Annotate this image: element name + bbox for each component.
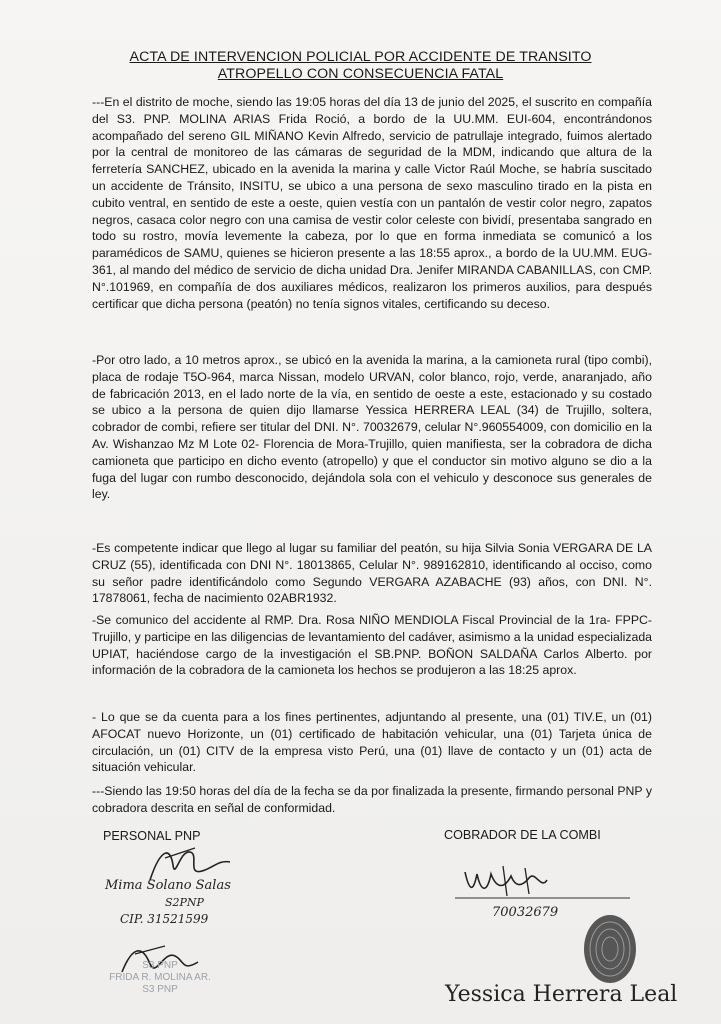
fingerprint: [580, 912, 640, 986]
pnp-handwritten-cip: CIP. 31521599: [120, 912, 209, 926]
cobrador-signature-scribble: [455, 860, 655, 910]
paragraph-4: -Se comunico del accidente al RMP. Dra. Rosa NIÑO MENDIOLA Fiscal Provincial de la 1ra- FPPC-Trujillo, y participe en las diligencias de levantamiento del cadáver, asimismo a la unidad especializada UPIAT, haciéndose cargo de la investigación el SB.PNP. BOÑON SALDAÑA Carlos Alberto. por información de la cobradora de la camioneta los hechos se produjeron a las 18:25 aprox.: [92, 613, 652, 678]
document-title-line2: ATROPELLO CON CONSECUENCIA FATAL: [217, 66, 504, 82]
pnp-handwritten-name: Mima Solano Salas: [105, 878, 231, 893]
police-stamp: [90, 960, 230, 996]
document-title-line1: ACTA DE INTERVENCION POLICIAL POR ACCIDENTE DE TRANSITO: [129, 49, 592, 65]
paragraph-2: -Por otro lado, a 10 metros aprox., se ubicó en la avenida la marina, a la camioneta rural (tipo combi), placa de rodaje T5O-964, marca Nissan, modelo URVAN, color blanco, rojo, verde, anaranjado, año de fabricación 2013, en el lado norte de la vía, en sentido de oeste a este, estacionado y su costado se ubico a la persona de quien dijo llamarse Yessica HERRERA LEAL (34) de Trujillo, soltera, cobrador de combi, refiere ser titular del DNI. N°. 70032679, celular N°.960554009, con domicilio en la Av. Wishanzao Mz M Lote 02- Florencia de Mora-Trujillo, quien manifiesta, ser la cobradora de dicha camioneta que participo en dicho evento (atropello) y que el conductor sin motivo alguno se dio a la fuga del lugar con rumbo desconocido, dejándola sola con el vehiculo y desconoce sus generales de ley.: [92, 353, 652, 502]
signature-label-cobrador: COBRADOR DE LA COMBI: [444, 828, 601, 842]
paragraph-3: -Es competente indicar que llego al lugar su familiar del peatón, su hija Silvia Sonia VERGARA DE LA CRUZ (55), identificada con DNI N°. 18013865, Celular N°. 989162810, identificando al occiso, como su señor padre identificándolo como Segundo VERGARA AZABACHE (93) años, con DNI. N°. 17878061, fecha de nacimiento 02ABR1932.: [92, 541, 652, 606]
paragraph-6: ---Siendo las 19:50 horas del día de la fecha se da por finalizada la presente, firmando personal PNP y cobradora descrita en señal de conformidad.: [92, 784, 652, 815]
stamp-line-3: S3 PNP: [142, 984, 178, 995]
pnp-handwritten-rank: S2PNP: [165, 896, 204, 909]
stamp-line-2: FRIDA R. MOLINA AR.: [109, 972, 211, 983]
stamp-line-1: S3 PNP: [142, 960, 178, 971]
paragraph-1: ---En el distrito de moche, siendo las 19:05 horas del día 13 de junio del 2025, el suscrito en compañía del S3. PNP. MOLINA ARIAS Frida Roció, a bordo de la UU.MM. EUI-604, encontrándonos acompañado del sereno GIL MIÑANO Kevin Alfredo, servicio de patrullaje integrado, fuimos alertado por la central de monitoreo de las cámaras de seguridad de la MDM, indicando que altura de la ferretería SANCHEZ, ubicado en la avenida la marina y calle Victor Raúl Moche, se habría suscitado un accidente de Tránsito, INSITU, se ubico a una persona de sexo masculino tirado en la pista en cubito ventral, en sentido de este a oeste, quien vestía con un pantalón de vestir color negro, zapatos negros, casaca color negro con una camisa de vestir color celeste con bividí, presentaba sangrado en todo su rostro, movía levemente la cabeza, por lo que en forma inmediata se comunicó a los paramédicos de SAMU, quienes se hicieron presente a las 18:55 aprox., a bordo de la UU.MM. EUG-361, al mando del médico de servicio de dicha unidad Dra. Jenifer MIRANDA CABANILLAS, con CMP. N°.101969, en compañía de dos auxiliares médicos, realizaron los primeros auxilios, para después certificar que dicha persona (peatón) no tenía signos vitales, certificando su deceso.: [92, 95, 652, 311]
cobrador-handwritten-name: Yessica Herrera Leal: [445, 982, 678, 1007]
signature-label-pnp: PERSONAL PNP: [103, 829, 201, 843]
cobrador-handwritten-dni: 70032679: [492, 905, 559, 920]
paragraph-5: - Lo que se da cuenta para a los fines pertinentes, adjuntando al presente, una (01) TIV.E, un (01) AFOCAT nuevo Horizonte, un (01) certificado de habitación vehicular, una (01) Tarjeta única de circulación, un (01) CITV de la empresa visto Perú, una (01) llave de contacto y un (01) acta de situación vehicular.: [92, 710, 652, 775]
